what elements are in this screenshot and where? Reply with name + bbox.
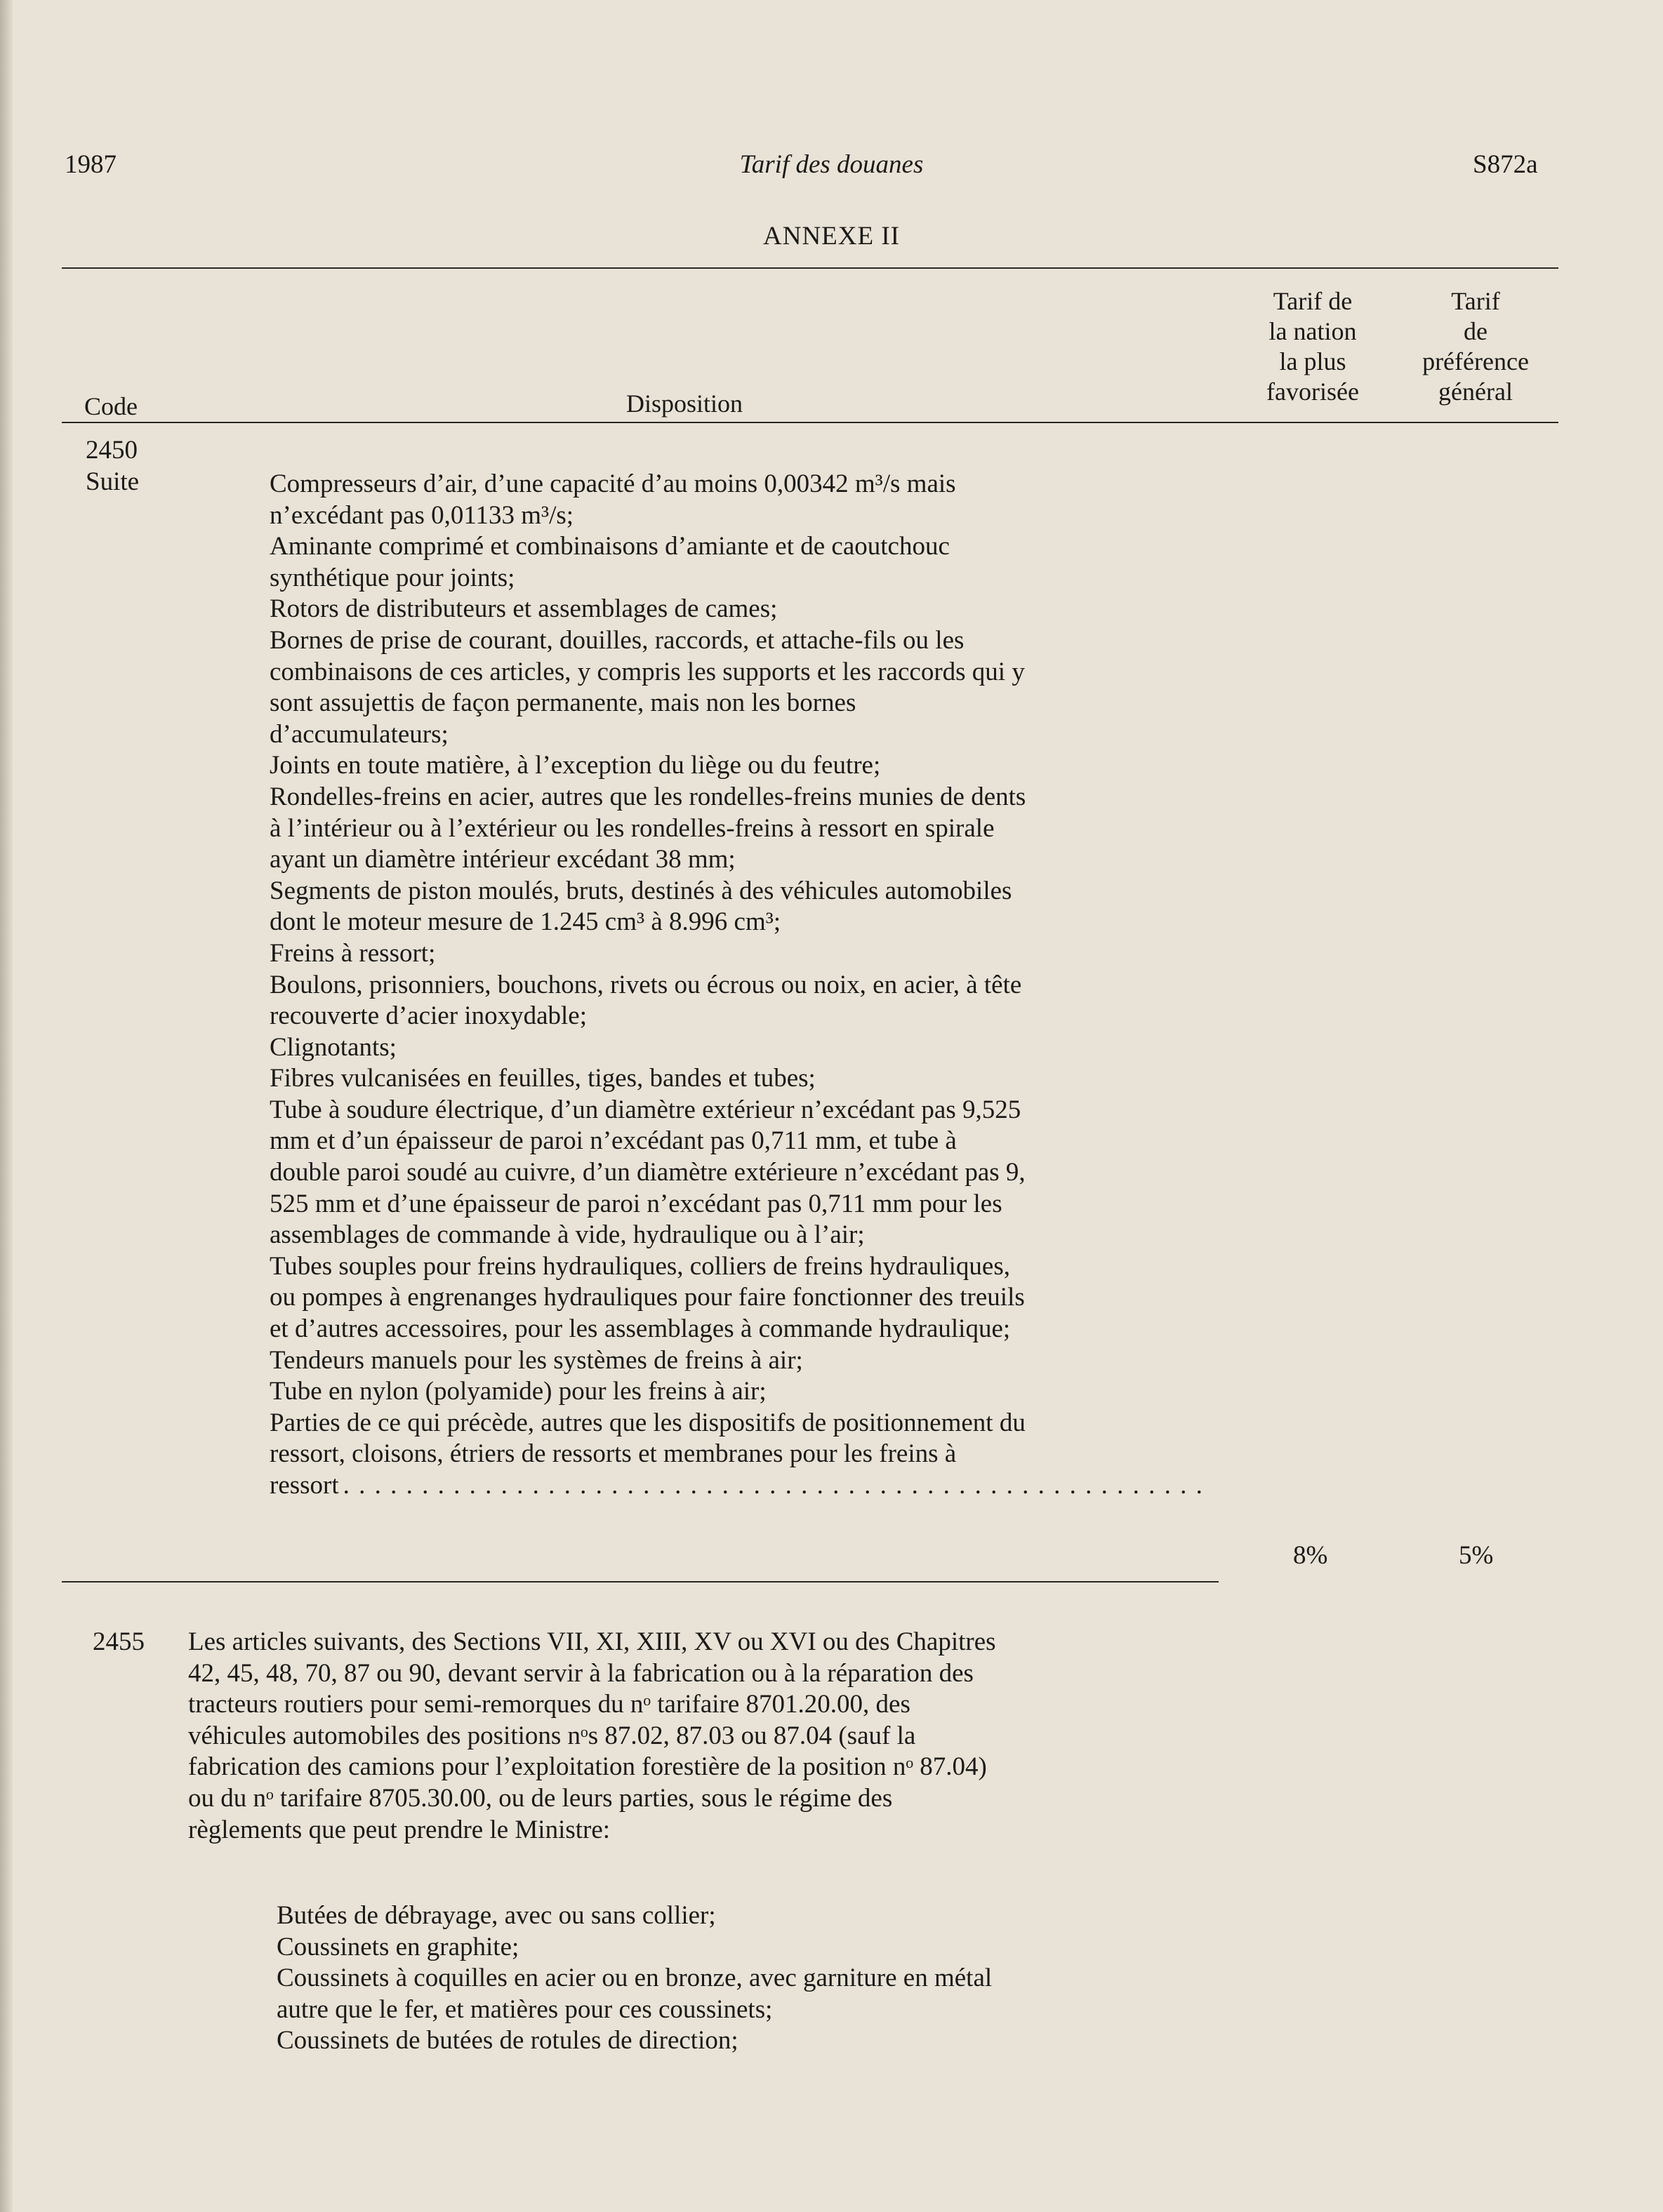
description-line: mm et d’un épaisseur de paroi n’excédant pas 0,711 mm, et tube à xyxy=(270,1126,957,1156)
description-line: Rotors de distributeurs et assemblages de cames; xyxy=(270,594,778,624)
description-line: Compresseurs d’air, d’une capacité d’au moins 0,00342 m³/s mais xyxy=(270,469,956,498)
description-line: ressort, cloisons, étriers de ressorts et membranes pour les freins à xyxy=(270,1439,957,1469)
header-year: 1987 xyxy=(65,150,117,179)
column-gpt: Tarif de préférence général xyxy=(1422,287,1529,406)
item-2450-code xyxy=(86,435,139,498)
description-line: synthétique pour joints; xyxy=(270,563,515,592)
description-line: à l’intérieur ou à l’extérieur ou les rondelles-freins à ressort en spirale xyxy=(270,813,995,843)
header-title: Tarif des douanes xyxy=(739,150,924,179)
description-line: Tube à soudure électrique, d’un diamètre extérieur n’excédant pas 9,525 xyxy=(270,1095,1021,1124)
description-line: d’accumulateurs; xyxy=(270,719,449,749)
description-line: Parties de ce qui précède, autres que les dispositifs de positionnement du xyxy=(270,1408,1026,1437)
description-line: Bornes de prise de courant, douilles, raccords, et attache-fils ou les xyxy=(270,625,965,655)
dot-leader xyxy=(343,1470,1206,1502)
description-line: Freins à ressort; xyxy=(270,938,436,968)
description-line: Fibres vulcanisées en feuilles, tiges, bandes et tubes; xyxy=(270,1064,816,1093)
intro-line: fabrication des camions pour l’exploitation forestière de la position nᵒ 87.04) xyxy=(188,1752,987,1782)
list-item: Butées de débrayage, avec ou sans collier; xyxy=(277,1901,716,1930)
description-last-line: ressort . . . xyxy=(270,1470,1210,1502)
description-line: n’excédant pas 0,01133 m³/s; xyxy=(270,500,574,530)
list-item: Coussinets de butées de rotules de direction; xyxy=(277,2026,738,2056)
description-line: Joints en toute matière, à l’exception du liège ou du feutre; xyxy=(270,751,881,780)
description-line: sont assujettis de façon permanente, mais non les bornes xyxy=(270,688,856,718)
description-line: combinaisons de ces articles, y compris les supports et les raccords qui y xyxy=(270,657,1025,686)
list-item: Coussinets à coquilles en acier ou en bronze, avec garniture en métal xyxy=(277,1964,993,1993)
list-item: autre que le fer, et matières pour ces coussinets; xyxy=(277,1994,773,2024)
intro-line: règlements que peut prendre le Ministre: xyxy=(188,1815,611,1844)
intro-line: 42, 45, 48, 70, 87 ou 90, devant servir à la fabrication ou à la réparation des xyxy=(188,1658,974,1688)
column-mfn: Tarif de la nation la plus favorisée xyxy=(1266,287,1359,406)
item-2450-description xyxy=(270,469,1210,1502)
description-line: Rondelles-freins en acier, autres que les rondelles-freins munies de dents xyxy=(270,782,1026,811)
column-disposition: Disposition xyxy=(626,389,743,418)
description-line: Tubes souples pour freins hydrauliques, colliers de freins hydrauliques, xyxy=(270,1251,1011,1281)
description-line: Tendeurs manuels pour les systèmes de freins à air; xyxy=(270,1345,803,1375)
item-separator-rule xyxy=(62,1581,1219,1583)
annex-title: ANNEXE II xyxy=(763,222,900,251)
intro-line: tracteurs routiers pour semi-remorques du nᵒ tarifaire 8701.20.00, des xyxy=(188,1690,910,1719)
description-line: recouverte d’acier inoxydable; xyxy=(270,1001,587,1031)
description-line: assemblages de commande à vide, hydraulique ou à l’air; xyxy=(270,1220,865,1250)
description-line: 525 mm et d’une épaisseur de paroi n’excédant pas 0,711 mm pour les xyxy=(270,1189,1002,1218)
description-line: Tube en nylon (polyamide) pour les freins à air; xyxy=(270,1377,767,1406)
description-line: dont le moteur mesure de 1.245 cm³ à 8.996 cm³; xyxy=(270,907,781,937)
page-binding-edge xyxy=(0,0,13,2212)
intro-line: Les articles suivants, des Sections VII, XI, XIII, XV ou XVI ou des Chapitres xyxy=(188,1627,996,1656)
description-line: ou pompes à engrenanges hydrauliques pour faire fonctionner des treuils xyxy=(270,1283,1025,1312)
description-line: Boulons, prisonniers, bouchons, rivets ou écrous ou noix, en acier, à tête xyxy=(270,970,1022,999)
item-2455-list xyxy=(277,1900,992,2057)
list-item: Coussinets en graphite; xyxy=(277,1932,519,1961)
description-line: double paroi soudé au cuivre, d’un diamètre extérieure n’excédant pas 9, xyxy=(270,1158,1026,1187)
gpt-rate: 5% xyxy=(1459,1541,1494,1570)
item-2455-intro xyxy=(188,1627,996,1846)
description-line: Clignotants; xyxy=(270,1032,397,1062)
item-2455-code: 2455 xyxy=(93,1627,145,1656)
intro-line: véhicules automobiles des positions nᵒs 87.02, 87.03 ou 87.04 (sauf la xyxy=(188,1721,916,1750)
description-line: Segments de piston moulés, bruts, destinés à des véhicules automobiles xyxy=(270,876,1012,905)
suite-label: Suite xyxy=(86,467,140,496)
table-top-rule xyxy=(62,267,1558,269)
column-header-rule xyxy=(62,422,1558,423)
description-line: et d’autres accessoires, pour les assemblages à commande hydraulique; xyxy=(270,1314,1011,1344)
header-page-id: S872a xyxy=(1473,150,1538,179)
intro-line: ou du nᵒ tarifaire 8705.30.00, ou de leurs parties, sous le régime des xyxy=(188,1783,893,1813)
mfn-rate: 8% xyxy=(1293,1541,1328,1570)
description-line: ayant un diamètre intérieur excédant 38 mm; xyxy=(270,845,736,874)
description-line: Aminante comprimé et combinaisons d’amiante et de caoutchouc xyxy=(270,532,950,561)
tariff-code: 2450 xyxy=(86,436,138,465)
column-code: Code xyxy=(84,392,138,420)
